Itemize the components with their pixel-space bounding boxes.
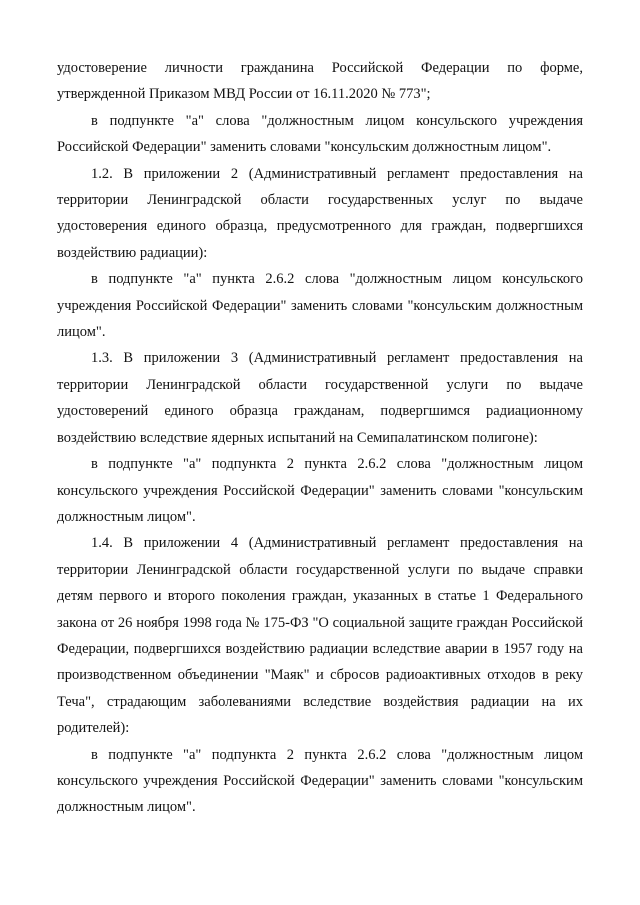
document-body <box>57 55 583 821</box>
paragraph-amendment: в подпункте "а" подпункта 2 пункта 2.6.2 слова "должностным лицом консульского учреждения Российской Федерации" заменить словами "консульским должностным лицом". <box>57 746 583 816</box>
paragraph-item-1-3: 1.3. В приложении 3 (Административный регламент предоставления на территории Ленинградской области государственной услуги по выдаче удостоверений единого образца гражданам, подвергшимся радиационному воздействию вследствие ядерных испытаний на Семипалатинском полигоне): <box>57 350 583 446</box>
paragraph-amendment: в подпункте "а" слова "должностным лицом консульского учреждения Российской Федерации" заменить словами "консульским должностным лицом". <box>57 112 583 156</box>
paragraph-item-1-4: 1.4. В приложении 4 (Административный регламент предоставления на территории Ленинградской области государственной услуги по выдаче справки детям первого и второго поколения граждан, указанных в статье 1 Федерального закона от 26 ноября 1998 года № 175-ФЗ "О социальной защите граждан Российской Федерации, подвергшихся воздействию радиации вследствие аварии в 1957 году на производственном объединении "Маяк" и сбросов радиоактивных отходов в реку Теча", страдающим заболеваниями вследствие воздействия радиации на их родителей): <box>57 535 583 737</box>
paragraph-amendment: в подпункте "а" подпункта 2 пункта 2.6.2 слова "должностным лицом консульского учреждения Российской Федерации" заменить словами "консульским должностным лицом". <box>57 456 583 525</box>
paragraph-amendment: в подпункте "а" пункта 2.6.2 слова "должностным лицом консульского учреждения Российской Федерации" заменить словами "консульским должностным лицом". <box>57 271 583 341</box>
paragraph-item-1-2: 1.2. В приложении 2 (Административный регламент предоставления на территории Ленинградской области государственных услуг по выдаче удостоверения единого образца, предусмотренного для граждан, подвергшихся воздействию радиации): <box>57 165 583 261</box>
paragraph-continuation: удостоверение личности гражданина Российской Федерации по форме, утвержденной Приказом МВД России от 16.11.2020 № 773"; <box>57 60 583 103</box>
